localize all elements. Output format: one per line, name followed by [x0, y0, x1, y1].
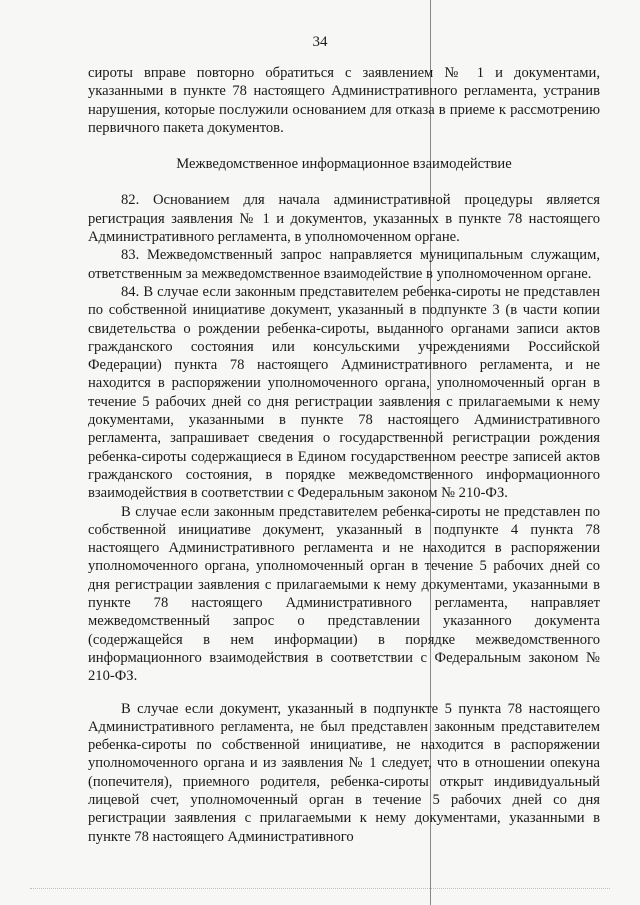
scan-edge-artifact — [30, 888, 610, 890]
document-body — [88, 64, 600, 846]
paragraph-continuation: сироты вправе повторно обратиться с заявлением № 1 и документами, указанными в пункте 78 настоящего Административного регламента, устранив нарушения, которые послужили основанием для отказа в приеме к рассмотрению первичного пакета документов. — [88, 65, 600, 136]
paragraph-84: 84. В случае если законным представителем ребенка-сироты не представлен по собственной инициативе документ, указанный в подпункте 3 (в части копии свидетельства о рождении ребенка-сироты, выданного органами записи актов гражданского состояния или консульскими учреждениями Российской Федерации) пункта 78 настоящего Административного регламента, и не находится в распоряжении уполномоченного органа, уполномоченный орган в течение 5 рабочих дней со дня регистрации заявления с прилагаемыми к нему документами, указанными в пункте 78 настоящего Административного регламента, запрашивает сведения о государственной регистрации рождения ребенка-сироты содержащиеся в Едином государственном реестре записей актов гражданского состояния, в порядке межведомственного информационного взаимодействия в соответствии с Федеральным законом № 210-ФЗ. — [88, 283, 600, 502]
paragraph-82: 82. Основанием для начала административной процедуры является регистрация заявления № 1 и документов, указанных в пункте 78 настоящего Административного регламента, в уполномоченном органе. — [88, 192, 600, 246]
section-heading: Межведомственное информационное взаимодействие — [176, 156, 512, 173]
paragraph-83: 83. Межведомственный запрос направляется муниципальным служащим, ответственным за межведомственное взаимодействие в уполномоченном органе. — [88, 247, 600, 282]
paragraph-84-part-3: В случае если документ, указанный в подпункте 5 пункта 78 настоящего Административного регламента, не был представлен законным представителем ребенка-сироты по собственной инициативе, не находится в распоряжении уполномоченного органа и из заявления № 1 следует, что в отношении опекуна (попечителя), приемного родителя, ребенка-сироты открыт индивидуальный лицевой счет, уполномоченный орган в течение 5 рабочих дней со дня регистрации заявления с прилагаемыми к нему документами, указанными в пункте 78 настоящего Административного — [88, 700, 600, 845]
page-number: 34 — [312, 34, 328, 50]
paragraph-84-part-2: В случае если законным представителем ребенка-сироты не представлен по собственной инициативе документ, указанный в подпункте 4 пункта 78 настоящего Административного регламента и не находится в распоряжении уполномоченного органа, уполномоченный орган в течение 5 рабочих дней со дня регистрации заявления с прилагаемыми к нему документами, указанными в пункте 78 настоящего Административного регламента, направляет межведомственный запрос о представлении указанного документа (содержащейся в нем информации) в порядке межведомственного информационного взаимодействия в соответствии с Федеральным законом № 210-ФЗ. — [88, 503, 600, 685]
